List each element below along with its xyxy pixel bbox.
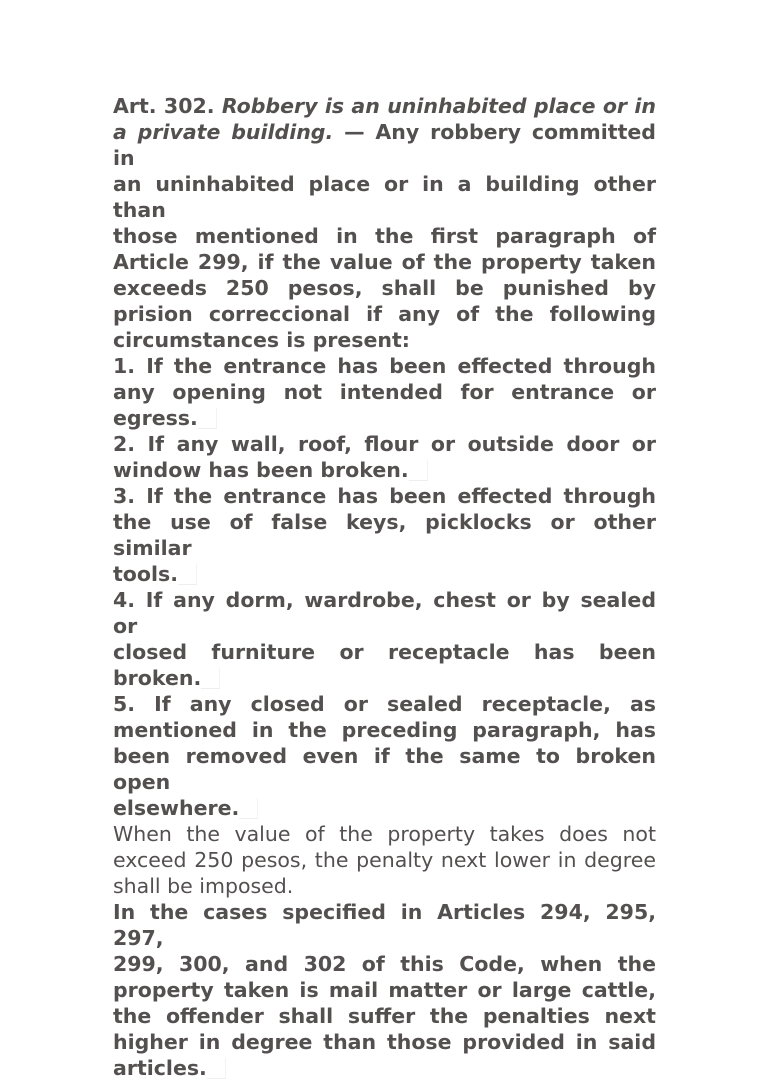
list-item-line: 2. If any wall, roof, flour or outside door or (113, 432, 656, 456)
article-line: exceeds 250 pesos, shall be punished by (113, 276, 656, 300)
article-title: Robbery is an uninhabited place or in (221, 94, 657, 118)
document-page (113, 93, 656, 1081)
paragraph-line: 299, 300, and 302 of this Code, when the (113, 952, 656, 976)
paragraph-line: exceed 250 pesos, the penalty next lower in degree (113, 848, 656, 872)
list-item-line: broken. (113, 665, 656, 691)
list-item-2 (113, 431, 656, 483)
list-item-line: closed furniture or receptacle has been (113, 640, 656, 664)
text-end-mark (239, 798, 258, 819)
list-item-3 (113, 483, 656, 587)
article-line: those mentioned in the first paragraph of (113, 224, 656, 248)
paragraph-line: the offender shall suffer the penalties next (113, 1004, 656, 1028)
list-item-line: window has been broken. (113, 457, 656, 483)
lower-penalty-paragraph (113, 821, 656, 899)
list-item-line: the use of false keys, picklocks or other similar (113, 510, 656, 560)
text-end-mark (201, 668, 220, 689)
list-item-4 (113, 587, 656, 691)
list-item-1 (113, 353, 656, 431)
higher-penalty-paragraph (113, 899, 656, 1081)
paragraph-line: In the cases specified in Articles 294, 295, 297, (113, 900, 656, 950)
article-line: an uninhabited place or in a building other than (113, 172, 656, 222)
text-end-mark (207, 1058, 226, 1079)
article-line (113, 93, 656, 119)
article-line (113, 119, 656, 171)
paragraph-line: higher in degree than those provided in said (113, 1030, 656, 1054)
text-end-mark (198, 408, 217, 429)
article-intro: — Any robbery committed in (113, 120, 656, 170)
article-title-cont: a private building. (113, 120, 334, 144)
text-end-mark (178, 564, 197, 585)
list-item-line: been removed even if the same to broken open (113, 744, 656, 794)
list-item-line: 3. If the entrance has been effected through (113, 484, 656, 508)
text-end-mark (409, 460, 428, 481)
list-item-line: 5. If any closed or sealed receptacle, as (113, 692, 656, 716)
list-item-5 (113, 691, 656, 821)
article-line: Article 299, if the value of the property taken (113, 250, 656, 274)
list-item-line: elsewhere. (113, 795, 656, 821)
list-item-line: 1. If the entrance has been effected through (113, 354, 656, 378)
list-item-line: egress. (113, 405, 656, 431)
list-item-line: mentioned in the preceding paragraph, has (113, 718, 656, 742)
list-item-line: tools. (113, 561, 656, 587)
paragraph-line: shall be imposed. (113, 874, 294, 898)
article-label: Art. 302. (113, 94, 215, 118)
article-line: circumstances is present: (113, 328, 410, 352)
list-item-line: 4. If any dorm, wardrobe, chest or by sealed or (113, 588, 656, 638)
paragraph-line: property taken is mail matter or large cattle, (113, 978, 656, 1002)
article-line: prision correccional if any of the following (113, 302, 656, 326)
list-item-line: any opening not intended for entrance or (113, 380, 656, 404)
paragraph-line: articles. (113, 1055, 656, 1081)
article-heading-paragraph (113, 93, 656, 353)
paragraph-line: When the value of the property takes does not (113, 822, 656, 846)
